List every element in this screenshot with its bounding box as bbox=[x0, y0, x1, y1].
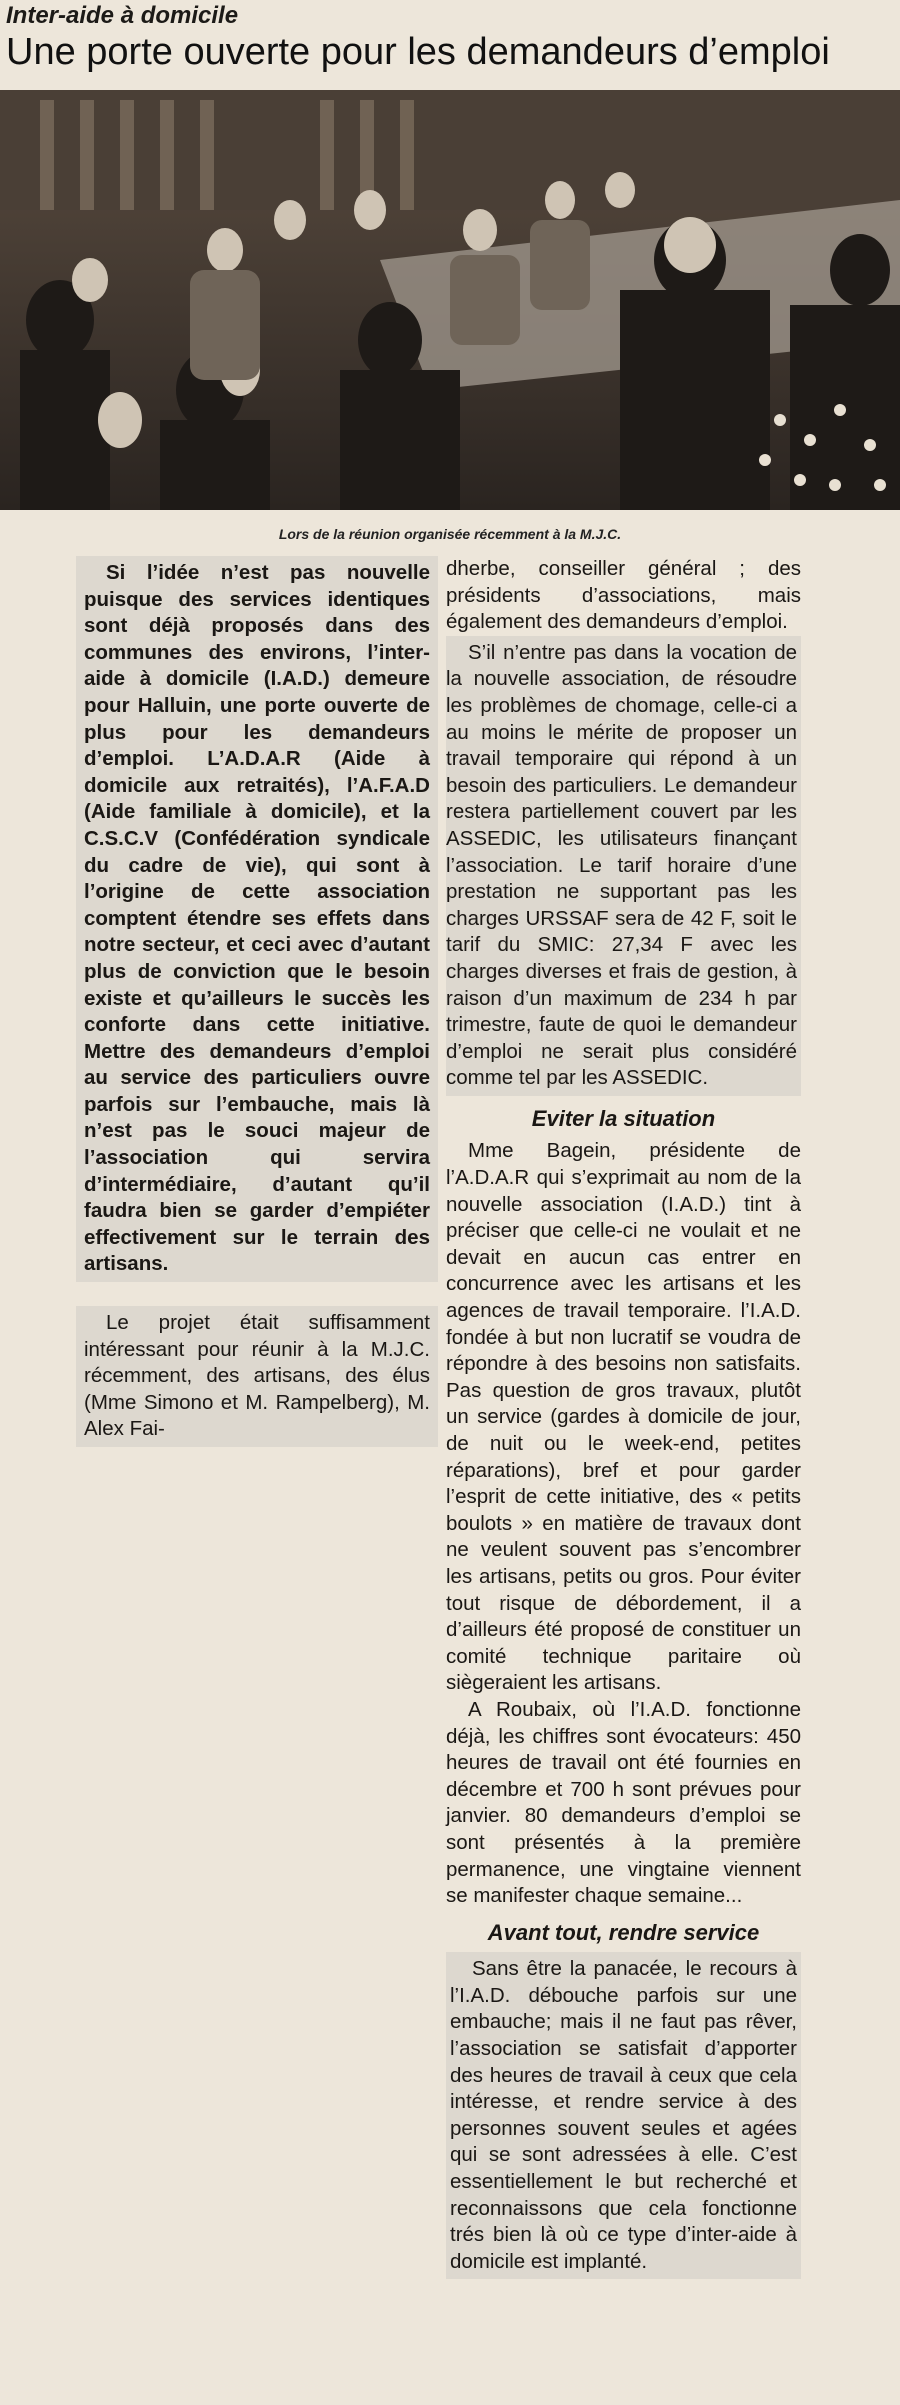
body-paragraph-conclusion: Sans être la panacée, le recours à l’I.A.D. débouche parfois sur une embauche; mais il ne faut pas rêver, l’association se satisfait d’apporter des heures de travail à ceux que cela intéresse, et rendre service à des personnes souvent seules et agées qui se sont adressées à elle. C’est essentiellement le but recherché et reconnaissons que cela fonctionne trés bien là où ce type d’inter-aide à domicile est implanté. bbox=[450, 1957, 797, 2273]
article-kicker: Inter-aide à domicile bbox=[6, 2, 239, 29]
body-paragraph-bagein: Mme Bagein, présidente de l’A.D.A.R qui s’exprimait au nom de la nouvelle association (I.A.D.) tint à préciser que celle-ci ne voulait et ne devait en aucun cas entrer en concurrence avec les artisans et les agences de travail temporaire. l’I.A.D. fondée à but non lucratif se voudra de répondre à des besoins non satisfaits. Pas question de gros travaux, plutôt un service (gardes à domicile de jour, de nuit ou le week-end, petites réparations), bref et pour garder l’esprit de cette initiative, des « petits boulots » en matière de travaux dont ne veulent souvent pas s’encombrer les artisans, petits ou gros. Pour éviter tout risque de débordement, il a d’ailleurs été proposé de constituer un comité technique paritaire où siègeraient les artisans. bbox=[446, 1139, 801, 1695]
column-left bbox=[76, 556, 438, 1447]
body-paragraph-roubaix: A Roubaix, où l’I.A.D. fonctionne déjà, les chiffres sont évocateurs: 450 heures de travail ont été fournies en décembre et 700 h sont prévues pour janvier. 80 demandeurs d’emploi se sont présentés à la première permanence, une vingtaine viennent se manifester chaque semaine... bbox=[446, 1697, 801, 1908]
column-right bbox=[446, 556, 801, 2279]
body-paragraph-attendees: dherbe, conseiller général ; des présidents d’associations, mais également des demandeurs d’emploi. bbox=[446, 557, 801, 634]
photo-caption: Lors de la réunion organisée récemment à la M.J.C. bbox=[278, 526, 622, 542]
body-paragraph-project: Le projet était suffisamment intéressant pour réunir à la M.J.C. récemment, des artisans, des élus (Mme Simono et M. Rampelberg), M. Alex Fai- bbox=[84, 1311, 430, 1441]
subheading-rendre-service: Avant tout, rendre service bbox=[487, 1919, 760, 1945]
subheading-eviter: Eviter la situation bbox=[531, 1105, 716, 1131]
article-headline: Une porte ouverte pour les demandeurs d’emploi bbox=[6, 31, 830, 73]
meeting-photo bbox=[0, 90, 900, 510]
intro-paragraph: Si l’idée n’est pas nouvelle puisque des services identiques sont déjà proposés dans des communes des environs, l’inter-aide à domicile (I.A.D.) demeure pour Halluin, une porte ouverte de plus pour les demandeurs d’emploi. L’A.D.A.R (Aide à domicile aux retraités), l’A.F.A.D (Aide familiale à domicile), et la C.S.C.V (Confédération syndicale du cadre de vie), qui sont à l’origine de cette association comptent étendre ses effets dans notre secteur, et ceci avec d’autant plus de conviction que le besoin existe et qu’ailleurs le succès les conforte dans cette initiative. Mettre des demandeurs d’emploi au service des particuliers ouvre parfois sur l’embauche, mais là n’est pas le souci majeur de l’association qui servira d’intermédiaire, d’autant qu’il faudra bien se garder d’empiéter effectivement sur le terrain des artisans. bbox=[84, 561, 430, 1276]
body-paragraph-vocation: S’il n’entre pas dans la vocation de la nouvelle association, de résoudre les problèmes de chomage, celle-ci a au moins le mérite de proposer un travail temporaire qui répond à un besoin des particuliers. Le demandeur restera partiellement couvert par les ASSEDIC, les utilisateurs finançant l’association. Le tarif horaire d’une prestation ne supportant pas les charges URSSAF sera de 42 F, soit le tarif du SMIC: 27,34 F avec les charges diverses et frais de gestion, à raison d’un maximum de 234 h par trimestre, faute de quoi le demandeur d’emploi ne serait plus considéré comme tel par les ASSEDIC. bbox=[446, 640, 797, 1090]
